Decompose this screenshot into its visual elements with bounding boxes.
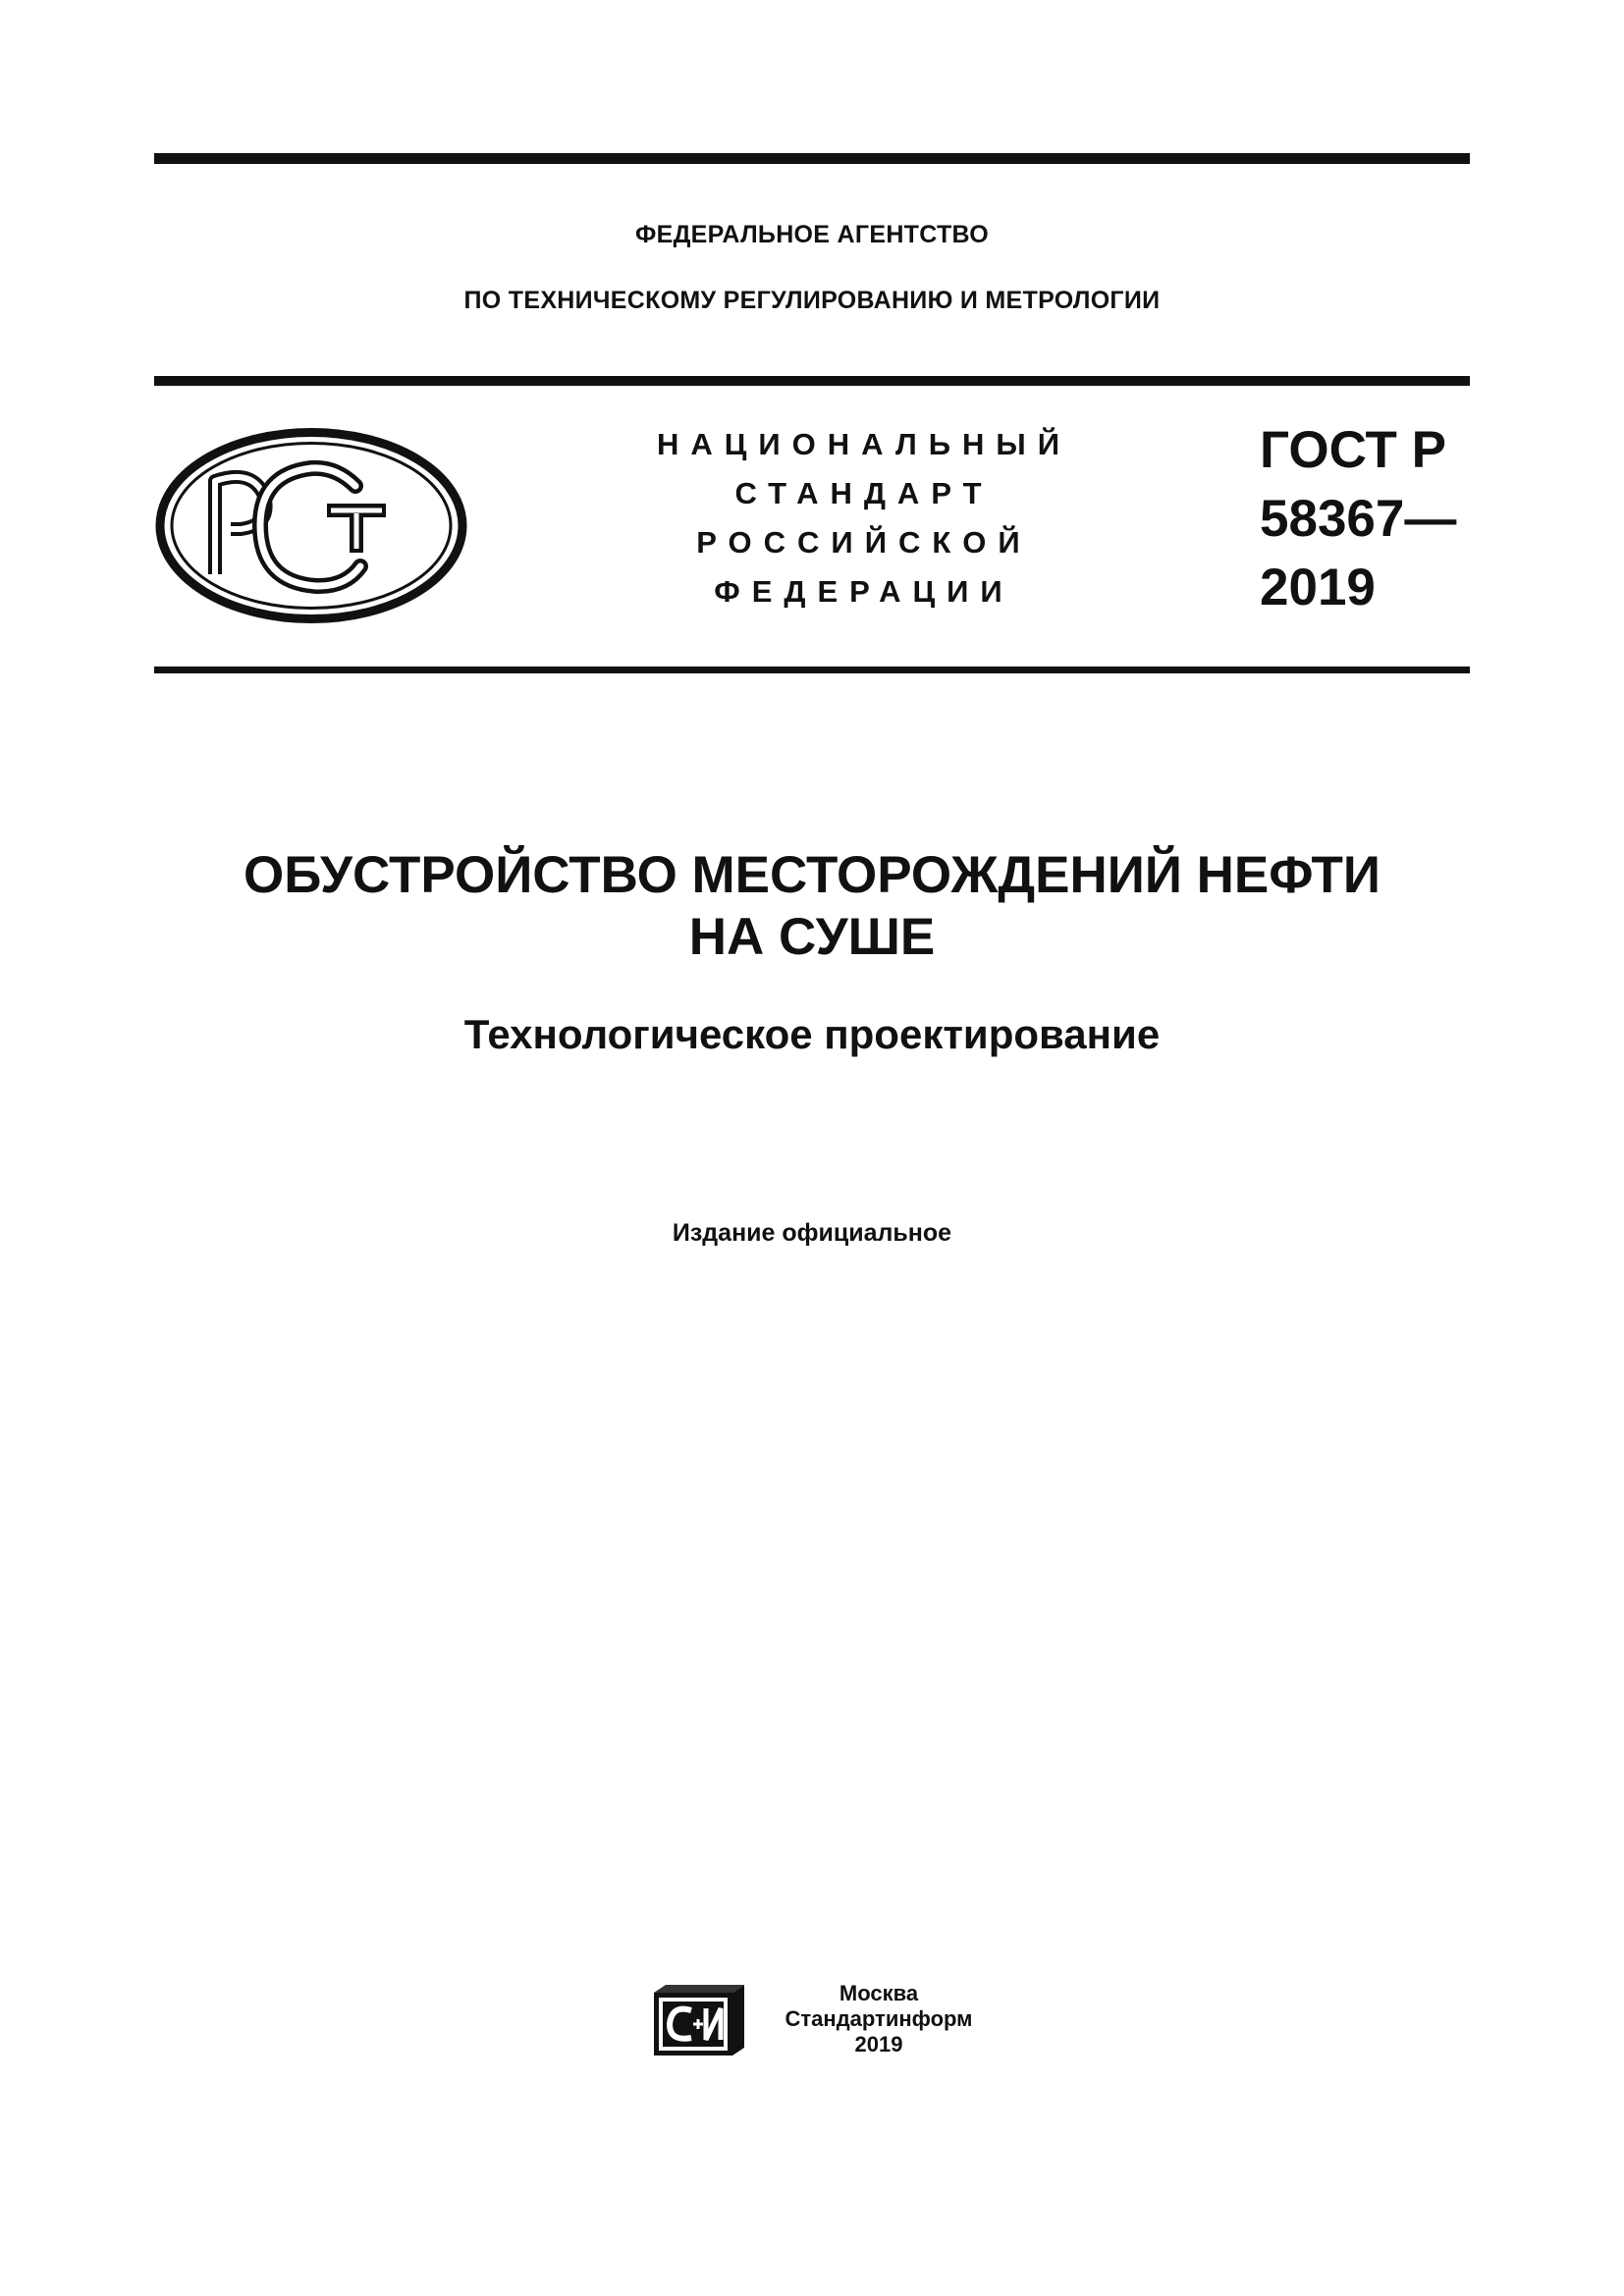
publisher-city: Москва xyxy=(839,1981,919,2005)
agency-name-line-2: ПО ТЕХНИЧЕСКОМУ РЕГУЛИРОВАНИЮ И МЕТРОЛОГИИ xyxy=(463,287,1161,314)
rst-certification-mark-icon xyxy=(154,427,468,624)
document-title: ОБУСТРОЙСТВО МЕСТОРОЖДЕНИЙ НЕФТИ НА СУШЕ xyxy=(244,846,1380,966)
publisher-info xyxy=(766,1981,992,2057)
agency-name-line-1: ФЕДЕРАЛЬНОЕ АГЕНТСТВО xyxy=(634,221,990,248)
standard-type-line-4: ФЕДЕРАЦИИ xyxy=(714,574,1014,609)
publication-year: 2019 xyxy=(854,2032,903,2056)
standard-type-line-1: НАЦИОНАЛЬНЫЙ xyxy=(656,427,1072,461)
bottom-rule xyxy=(154,667,1470,673)
middle-rule xyxy=(154,376,1470,386)
standard-type-line-2: СТАНДАРТ xyxy=(734,476,994,510)
top-rule xyxy=(154,153,1470,164)
document-subtitle: Технологическое проектирование xyxy=(463,1011,1161,1057)
publisher-name: Стандартинформ xyxy=(785,2006,973,2031)
standard-type-line-3: РОССИЙСКОЙ xyxy=(696,525,1032,560)
standard-designation: ГОСТ Р 58367— 2019 xyxy=(1260,421,1457,616)
edition-label: Издание официальное xyxy=(672,1219,952,1247)
standartinform-logo-icon xyxy=(652,1983,746,2058)
standard-type xyxy=(599,420,1129,616)
